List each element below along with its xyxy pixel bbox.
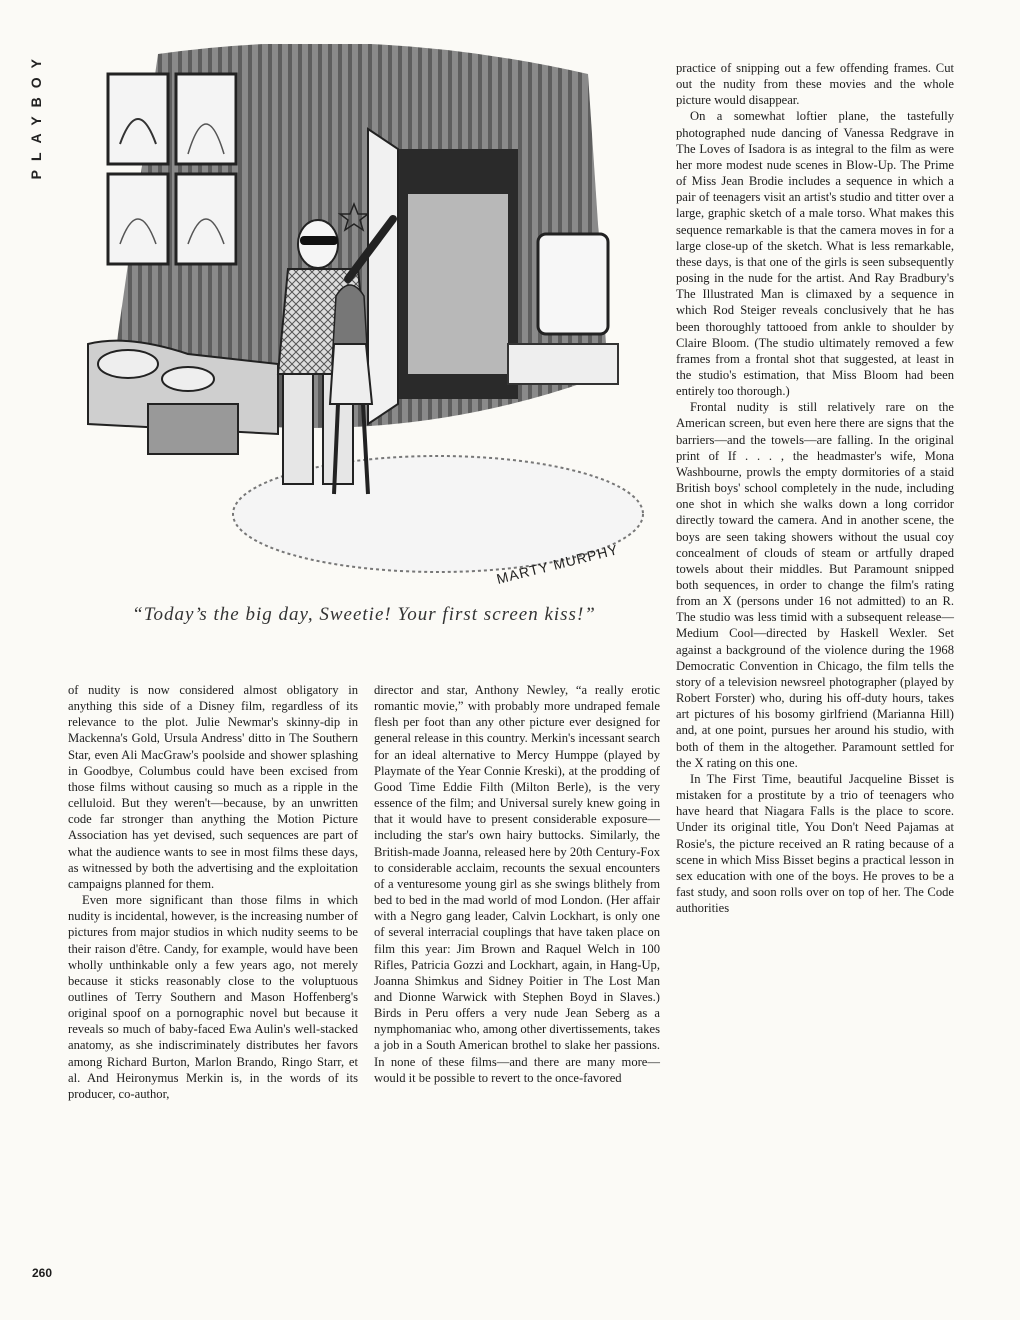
- text-column-2: [374, 682, 660, 1086]
- magazine-title: PLAYBOY: [28, 50, 44, 180]
- paragraph: practice of snipping out a few offending frames. Cut out the nudity from these movies and the whole picture would disappear.: [676, 61, 954, 108]
- paragraph: Even more significant than those films in which nudity is incidental, however, is the increasing number of pictures from major studios in which nudity seems to be their raison d'être. Candy, for example, would have been wholly unthinkable only a few years ago, not merely because it sticks reasonably close to the voluptuous outlines of Terry Southern and Mason Hoffenberg's original spoof on a pornographic novel but because it reveals so much of baby-faced Ewa Aulin's well-stacked anatomy, as she indiscriminately distributes her favors among Richard Burton, Marlon Brando, Ringo Starr, et al. And Heironymus Merkin is, in the words of its producer, co-author,: [68, 893, 358, 1101]
- text-column-1: [68, 682, 358, 1102]
- cartoon-caption: “Today’s the big day, Sweetie! Your first screen kiss!”: [132, 604, 596, 625]
- paragraph: In The First Time, beautiful Jacqueline Bisset is mistaken for a prostitute by a trio of teenagers who have heard that Niagara Falls is the place to score. Under its original title, You Don't Need Pajamas at Rosie's, the picture received an R rating because of a scene in which Miss Bisset begins a practical lesson in sex education with one of the boys. He proves to be a fast study, and soon rolls over on top of her. The Code authorities: [676, 771, 954, 916]
- paragraph: of nudity is now considered almost obligatory in anything this side of a Disney film, regardless of its relevance to the plot. Julie Newmar's skinny-dip in Mackenna's Gold, Ursula Andress' ditto in The Southern Star, even Ali MacGraw's poolside and shower splashing in Goodbye, Columbus could have been excised from those films without causing so much as a ripple in the celluloid. But they weren't—because, by an unwritten code far stronger than anything the Motion Picture Association has yet devised, such sequences are part of what the audience wants to see in most films these days, as witnessed by both the advertising and the exploitation campaigns planned for them.: [68, 683, 358, 891]
- cartoon-illustration: [68, 44, 660, 592]
- dresser: [508, 344, 618, 384]
- dressing-mirror: [538, 234, 608, 334]
- page-number: 260: [32, 1266, 53, 1280]
- paragraph: director and star, Anthony Newley, “a really erotic romantic movie,” with probably more undraped female flesh per foot than any other picture ever designed for general release in this country. Merkin's incessant search for an ideal alternative to Mercy Humppe (played by Playmate of the Year Connie Kreski), at the prodding of Good Time Eddie Filth (Milton Berle), is the very essence of the film; and Universal surely knew going in that it would have to present considerable exposure—including the star's own hairy buttocks. Similarly, the British-made Joanna, released here by 20th Century-Fox to considerable acclaim, recounts the sexual encounters of a venturesome young girl as she swings blithely from bed to bed in the mad world of mod London. (Her affair with a Negro gang leader, Calvin Lockhart, is only one of several interracial couplings that have taken place on film this year: Jim Brown and Raquel Welch in 100 Rifles, Patricia Gozzi and Lockhart, again, in Hang-Up, Joanna Shimkus and Sidney Poitier in The Lost Man and Dionne Warwick with Stephen Boyd in Slaves.) Birds in Peru offers a very nude Jean Seberg as a nymphomaniac who, among other divertissements, takes a job in a South American brothel to slake her passions. In none of these films—and there are many more—would it be possible to revert to the once-favored: [374, 683, 660, 1085]
- artist-signature: MARTY MURPHY: [494, 541, 621, 587]
- paragraph: On a somewhat loftier plane, the tastefully photographed nude dancing of Vanessa Redgrave in The Loves of Isadora is as integral to the film as were her more modest nude scenes in Blow-Up. The Prime of Miss Jean Brodie includes a sequence in which a pair of teenagers visit an artist's studio and titter over a large, graphic sketch of a male torso. What makes this sequence remarkable is that the camera moves in for a large close-up of the sketch. What is less remarkable, these days, is that one of the girls is seen subsequently posing in the nude for the artist. And Ray Bradbury's The Illustrated Man is climaxed by a sequence in which Rod Steiger reveals conclusively that he has been thoroughly tattooed from ankle to shoulder by Claire Bloom. (The studio ultimately removed a few frames from a frontal shot that suggested, at least in the studio's estimation, that Miss Bloom had been entirely too thorough.): [676, 109, 954, 399]
- text-column-3: [676, 60, 954, 916]
- paragraph: Frontal nudity is still relatively rare on the American screen, but even here there are signs that the barriers—and the towels—are falling. In the original print of If . . . , the headmaster's wife, Mona Washbourne, prowls the empty dormitories of a staid British boys' school completely in the nude, including one shot in which she walks down a long corridor directly toward the camera. And in another scene, the boys are seen taking showers without the usual coy concealment of clouds of steam or artfully draped towels about their middles. But Paramount snipped both sequences, in order to change the film's rating from an X (persons under 16 not admitted) to an R. The studio was less timid with a subsequent release—Medium Cool—directed by Haskell Wexler. Set against a background of the violence during the 1968 Democratic Convention in Chicago, the film tells the story of a television newsreel photographer (played by Robert Forster) who, during his off-duty hours, takes art pictures of his bosomy girlfriend (Marianna Hill) and, at one point, pursues her around his studio, with both of them in the altogether. Paramount settled for the X rating on this one.: [676, 400, 954, 770]
